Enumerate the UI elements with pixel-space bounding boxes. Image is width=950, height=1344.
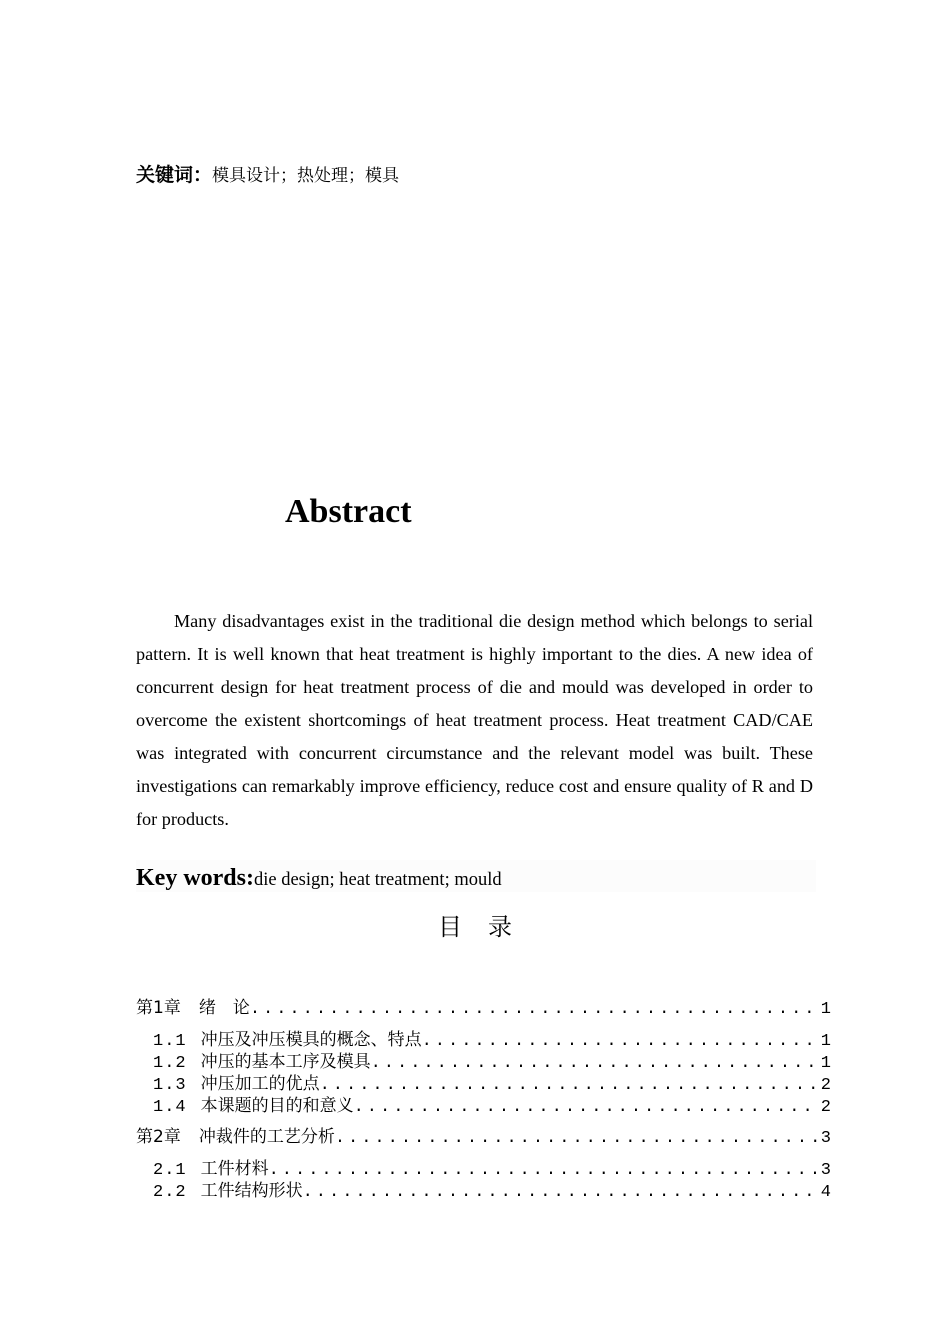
- toc-entry-label: 冲裁件的工艺分析: [198, 1127, 335, 1147]
- toc-entry-section-1-4[interactable]: [153, 1091, 831, 1117]
- toc-entry-label: 工件结构形状: [200, 1181, 303, 1201]
- toc-entry-section-2-1[interactable]: [153, 1154, 831, 1180]
- toc-entry-chapter-1[interactable]: [136, 993, 831, 1019]
- toc-title: 目录: [438, 913, 538, 941]
- abstract-title: Abstract: [285, 493, 412, 530]
- toc-entry-section-2-2[interactable]: [153, 1176, 831, 1202]
- toc-entry-label: 冲压加工的优点: [200, 1074, 320, 1094]
- toc-entry-page: 3: [820, 1161, 831, 1180]
- toc-entry-page: 3: [820, 1129, 831, 1148]
- toc-entry-label: 绪 论: [198, 998, 250, 1018]
- toc-entry-page: 2: [820, 1098, 831, 1117]
- toc-entry-number: 1.3: [153, 1076, 187, 1095]
- toc-entry-page: 1: [820, 1000, 831, 1019]
- toc-entry-section-1-2[interactable]: [153, 1047, 831, 1073]
- english-keywords-text: die design; heat treatment; mould: [253, 870, 502, 890]
- toc-entry-label: 冲压的基本工序及模具: [200, 1052, 371, 1072]
- toc-dot-leader: [335, 1129, 819, 1148]
- toc-entry-number: 2.1: [153, 1161, 187, 1180]
- english-keywords-label: Key words:: [136, 865, 254, 891]
- toc-entry-number: 1.4: [153, 1098, 187, 1117]
- toc-entry-label: 工件材料: [200, 1159, 269, 1179]
- toc-entry-section-1-1[interactable]: [153, 1025, 831, 1051]
- toc-entry-section-1-3[interactable]: [153, 1069, 831, 1095]
- toc-entry-chapter-2[interactable]: [136, 1122, 831, 1148]
- toc-entry-page: 1: [820, 1054, 831, 1073]
- toc-dot-leader: [303, 1183, 819, 1202]
- abstract-body: Many disadvantages exist in the traditional die design method which belongs to serial pattern. It is well known that heat treatment is highly important to the dies. A new idea of concurrent design for heat treatment process of die and mould was developed in order to overcome the existent shortcomings of heat treatment process. Heat treatment CAD/CAE was integrated with concurrent circumstance and the relevant model was built. These investigations can remarkably improve efficiency, reduce cost and ensure quality of R and D for products.: [136, 611, 813, 829]
- toc-entry-page: 2: [820, 1076, 831, 1095]
- chinese-keywords-label: 关键词：: [136, 164, 213, 186]
- toc-entry-label: 冲压及冲压模具的概念、特点: [200, 1030, 422, 1050]
- toc-entry-number: 2.2: [153, 1183, 187, 1202]
- chinese-keywords-text: 模具设计；热处理；模具: [212, 166, 400, 186]
- toc-entry-number: 第2章: [136, 1127, 181, 1147]
- toc-entry-number: 1.1: [153, 1032, 187, 1051]
- toc-entry-number: 第1章: [136, 998, 181, 1018]
- toc-entry-page: 1: [820, 1032, 831, 1051]
- toc-dot-leader: [250, 1000, 819, 1019]
- toc-entry-label: 本课题的目的和意义: [200, 1096, 354, 1116]
- toc-entry-number: 1.2: [153, 1054, 187, 1073]
- english-keywords: [136, 860, 816, 892]
- chinese-keywords: [136, 160, 399, 187]
- toc-entry-page: 4: [820, 1183, 831, 1202]
- toc-dot-leader: [354, 1098, 819, 1117]
